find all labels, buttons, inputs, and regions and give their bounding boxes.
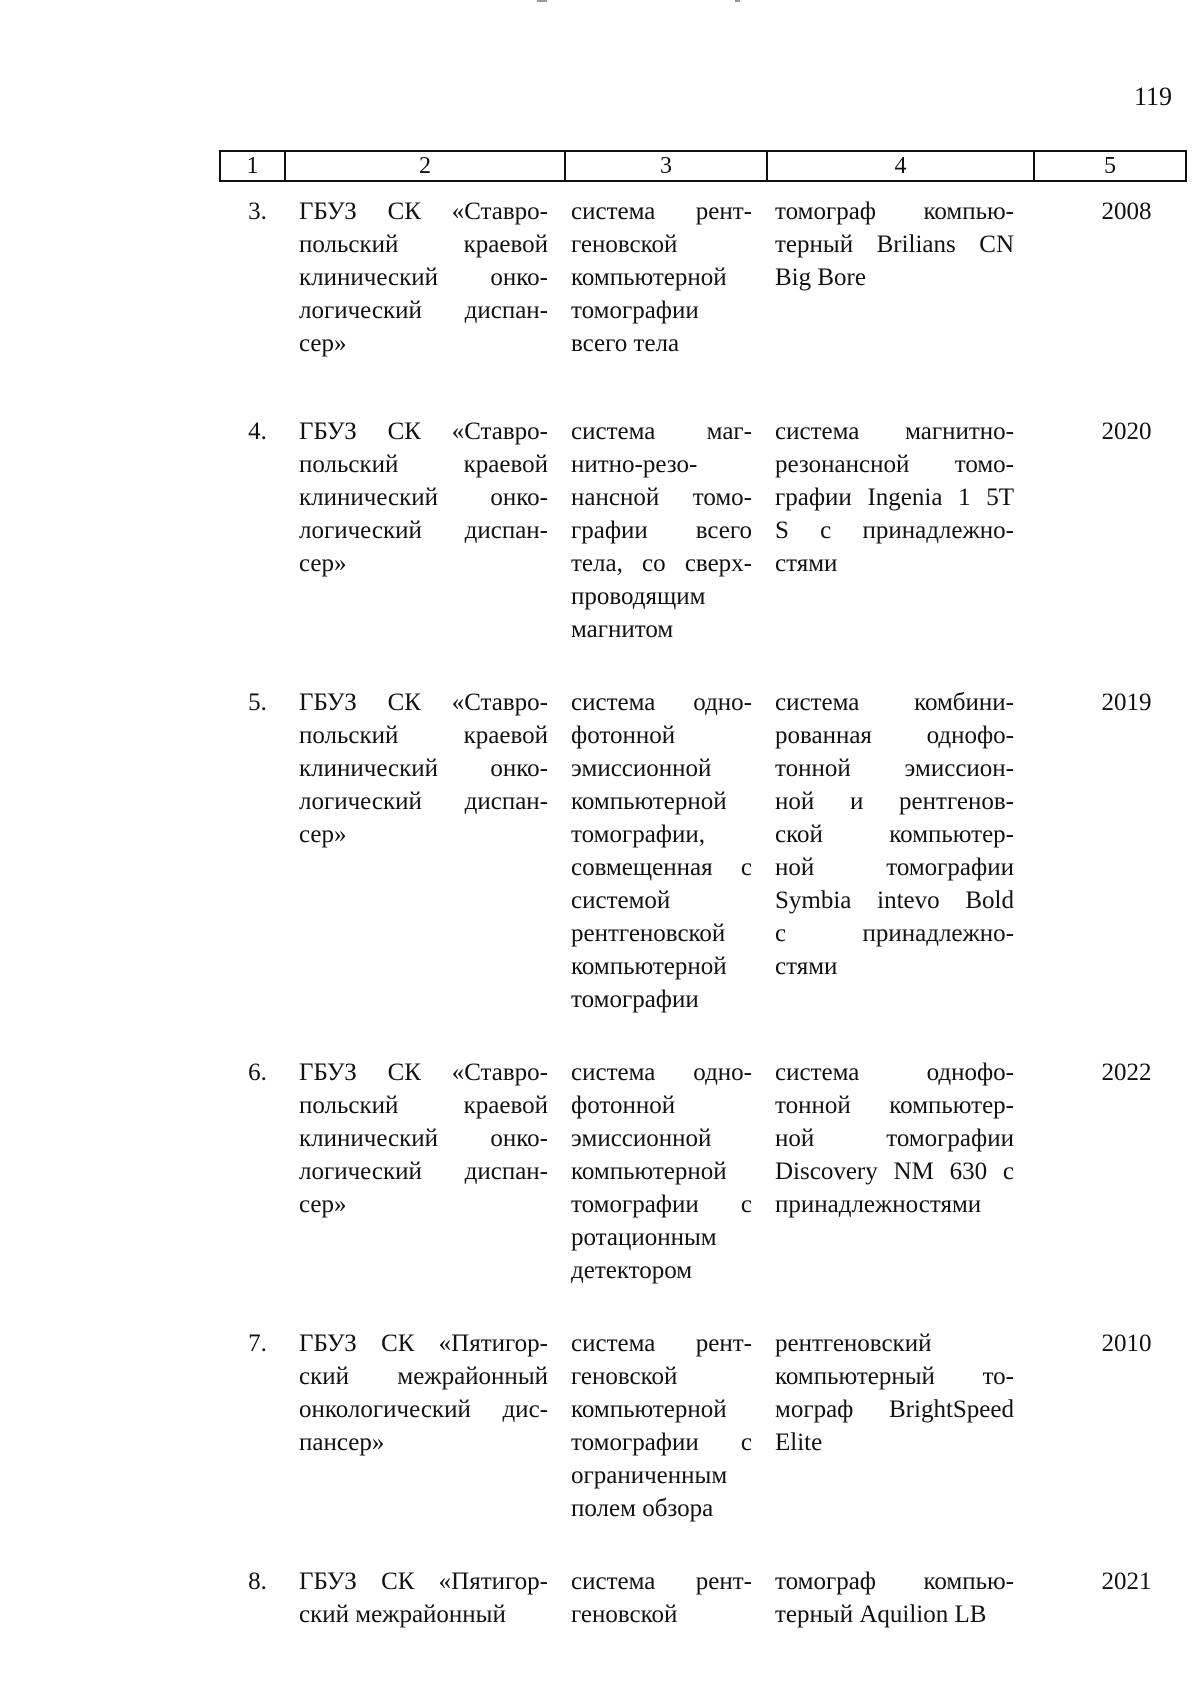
organization-line: польский краевой — [299, 451, 548, 478]
system-type-line: эмиссионной — [571, 755, 712, 782]
system-type-line: нансной томо- — [571, 484, 752, 511]
table-row — [219, 1565, 1187, 1631]
organization-line: ГБУЗ СК «Пятигор- — [299, 1330, 548, 1357]
equipment-model-cell — [754, 1565, 1016, 1631]
equipment-model-line: томограф компью- — [775, 1568, 1014, 1595]
system-type-line: компьютерной — [571, 788, 727, 815]
organization-line: логический диспан- — [299, 788, 548, 815]
system-type-line: детектором — [571, 1257, 693, 1284]
organization-line: логический диспан- — [299, 1158, 548, 1185]
equipment-model-line: компьютерный то- — [775, 1363, 1014, 1390]
organization-line: ский межрайонный — [299, 1601, 506, 1628]
organization-line: ГБУЗ СК «Ставро- — [299, 1059, 548, 1086]
system-type-line: ограниченным — [571, 1462, 728, 1489]
system-type-line: система рент- — [571, 1568, 752, 1595]
equipment-model-line: с принадлежно- — [775, 920, 1014, 947]
organization-line: польский краевой — [299, 722, 548, 749]
year-cell: 2019 — [1101, 689, 1152, 716]
system-type-line: нитно-резо- — [571, 451, 698, 478]
equipment-model-line: система однофо- — [775, 1059, 1014, 1086]
equipment-model-line: графии Ingenia 1 5T — [775, 484, 1014, 511]
system-type-cell — [554, 1565, 754, 1631]
system-type-cell — [554, 415, 754, 646]
system-type-line: эмиссионной — [571, 1125, 712, 1152]
equipment-model-line: рованная однофо- — [775, 722, 1014, 749]
organization-line: сер» — [299, 550, 347, 577]
organization-line: логический диспан- — [299, 517, 548, 544]
system-type-line: компьютерной — [571, 1158, 727, 1185]
system-type-line: система маг- — [571, 418, 752, 445]
system-type-line: томографии, — [571, 821, 705, 848]
organization-line: сер» — [299, 330, 347, 357]
system-type-line: геновской — [571, 1363, 678, 1390]
system-type-cell — [554, 1327, 754, 1525]
system-type-line: томографии — [571, 986, 699, 1013]
system-type-line: система рент- — [571, 198, 752, 225]
equipment-model-line: принадлежностями — [775, 1191, 982, 1218]
equipment-model-line: резонансной томо- — [775, 451, 1014, 478]
equipment-model-line: томограф компью- — [775, 198, 1014, 225]
equipment-model-cell — [754, 1327, 1016, 1525]
organization-line: сер» — [299, 821, 347, 848]
equipment-model-cell — [754, 415, 1016, 646]
system-type-line: система одно- — [571, 689, 752, 716]
table-row — [219, 415, 1187, 646]
system-type-line: полем обзора — [571, 1495, 714, 1522]
year-cell: 2010 — [1101, 1330, 1152, 1357]
table-row — [219, 195, 1187, 360]
equipment-model-line: S с принадлежно- — [775, 517, 1014, 544]
organization-line: онкологический дис- — [299, 1396, 548, 1423]
scan-artifact-left — [537, 0, 547, 2]
organization-line: клинический онко- — [299, 264, 548, 291]
equipment-model-line: ной и рентгенов- — [775, 788, 1014, 815]
system-type-line: томографии — [571, 297, 699, 324]
system-type-line: компьютерной — [571, 264, 727, 291]
system-type-line: рентгеновской — [571, 920, 726, 947]
system-type-cell — [554, 195, 754, 360]
equipment-model-line: Elite — [775, 1429, 823, 1456]
system-type-line: магнитом — [571, 616, 674, 643]
year-cell: 2008 — [1101, 198, 1152, 225]
equipment-model-line: ной томографии — [775, 1125, 1014, 1152]
equipment-model-line: мограф BrightSpeed — [775, 1396, 1014, 1423]
column-header-4: 4 — [768, 152, 1035, 180]
system-type-line: фотонной — [571, 722, 676, 749]
equipment-model-line: ной томографии — [775, 854, 1014, 881]
organization-line: пансер» — [299, 1429, 385, 1456]
system-type-line: графии всего — [571, 517, 752, 544]
column-header-5: 5 — [1104, 153, 1116, 179]
page-number: 119 — [1133, 82, 1172, 111]
organization-cell — [284, 415, 554, 646]
organization-line: польский краевой — [299, 1092, 548, 1119]
organization-cell — [284, 686, 554, 1016]
row-number: 8. — [248, 1568, 267, 1595]
system-type-line: проводящим — [571, 583, 706, 610]
year-cell: 2020 — [1101, 418, 1152, 445]
organization-line: ский межрайонный — [299, 1363, 548, 1390]
system-type-line: компьютерной — [571, 953, 727, 980]
system-type-line: фотонной — [571, 1092, 676, 1119]
system-type-line: системой — [571, 887, 671, 914]
organization-line: ГБУЗ СК «Ставро- — [299, 689, 548, 716]
year-cell: 2022 — [1101, 1059, 1152, 1086]
equipment-model-line: Big Bore — [775, 264, 866, 291]
system-type-line: томографии с — [571, 1191, 752, 1218]
equipment-model-line: тонной компьютер- — [775, 1092, 1014, 1119]
row-number: 4. — [248, 418, 267, 445]
equipment-model-line: тонной эмиссион- — [775, 755, 1014, 782]
equipment-model-line: стями — [775, 550, 838, 577]
row-number: 6. — [248, 1059, 267, 1086]
organization-cell — [284, 1056, 554, 1287]
organization-line: клинический онко- — [299, 1125, 548, 1152]
equipment-model-line: терный Brilians CN — [775, 231, 1014, 258]
column-header-2: 2 — [286, 152, 566, 180]
system-type-line: совмещенная с — [571, 854, 752, 881]
organization-line: ГБУЗ СК «Ставро- — [299, 198, 548, 225]
organization-line: клинический онко- — [299, 484, 548, 511]
equipment-model-line: система комбини- — [775, 689, 1014, 716]
table-row — [219, 686, 1187, 1016]
system-type-line: геновской — [571, 231, 678, 258]
table-row — [219, 1056, 1187, 1287]
column-header-1: 1 — [221, 152, 286, 180]
organization-line: ГБУЗ СК «Ставро- — [299, 418, 548, 445]
equipment-model-line: ской компьютер- — [775, 821, 1014, 848]
row-number: 5. — [248, 689, 267, 716]
system-type-line: система одно- — [571, 1059, 752, 1086]
equipment-model-cell — [754, 686, 1016, 1016]
system-type-line: всего тела — [571, 330, 680, 357]
system-type-line: система рент- — [571, 1330, 752, 1357]
organization-cell — [284, 1565, 554, 1631]
organization-cell — [284, 1327, 554, 1525]
equipment-model-cell — [754, 195, 1016, 360]
system-type-line: тела, со сверх- — [571, 550, 752, 577]
equipment-model-line: система магнитно- — [775, 418, 1014, 445]
row-number: 3. — [248, 198, 267, 225]
organization-cell — [284, 195, 554, 360]
table-header-row — [219, 150, 1187, 182]
organization-line: ГБУЗ СК «Пятигор- — [299, 1568, 548, 1595]
equipment-model-line: стями — [775, 953, 838, 980]
organization-line: сер» — [299, 1191, 347, 1218]
equipment-model-line: Discovery NM 630 с — [775, 1158, 1014, 1185]
column-header-3: 3 — [566, 152, 768, 180]
system-type-line: компьютерной — [571, 1396, 727, 1423]
system-type-cell — [554, 1056, 754, 1287]
equipment-model-cell — [754, 1056, 1016, 1287]
organization-line: польский краевой — [299, 231, 548, 258]
system-type-line: томографии с — [571, 1429, 752, 1456]
system-type-cell — [554, 686, 754, 1016]
year-cell: 2021 — [1101, 1568, 1152, 1595]
system-type-line: ротационным — [571, 1224, 717, 1251]
organization-line: клинический онко- — [299, 755, 548, 782]
table-body — [219, 195, 1187, 1631]
row-number: 7. — [248, 1330, 267, 1357]
system-type-line: геновской — [571, 1601, 678, 1628]
table-row — [219, 1327, 1187, 1525]
equipment-model-line: рентгеновский — [775, 1330, 932, 1357]
equipment-model-line: терный Aquilion LB — [775, 1601, 987, 1628]
scan-artifact-right — [735, 0, 740, 2]
organization-line: логический диспан- — [299, 297, 548, 324]
equipment-model-line: Symbia intevo Bold — [775, 887, 1014, 914]
